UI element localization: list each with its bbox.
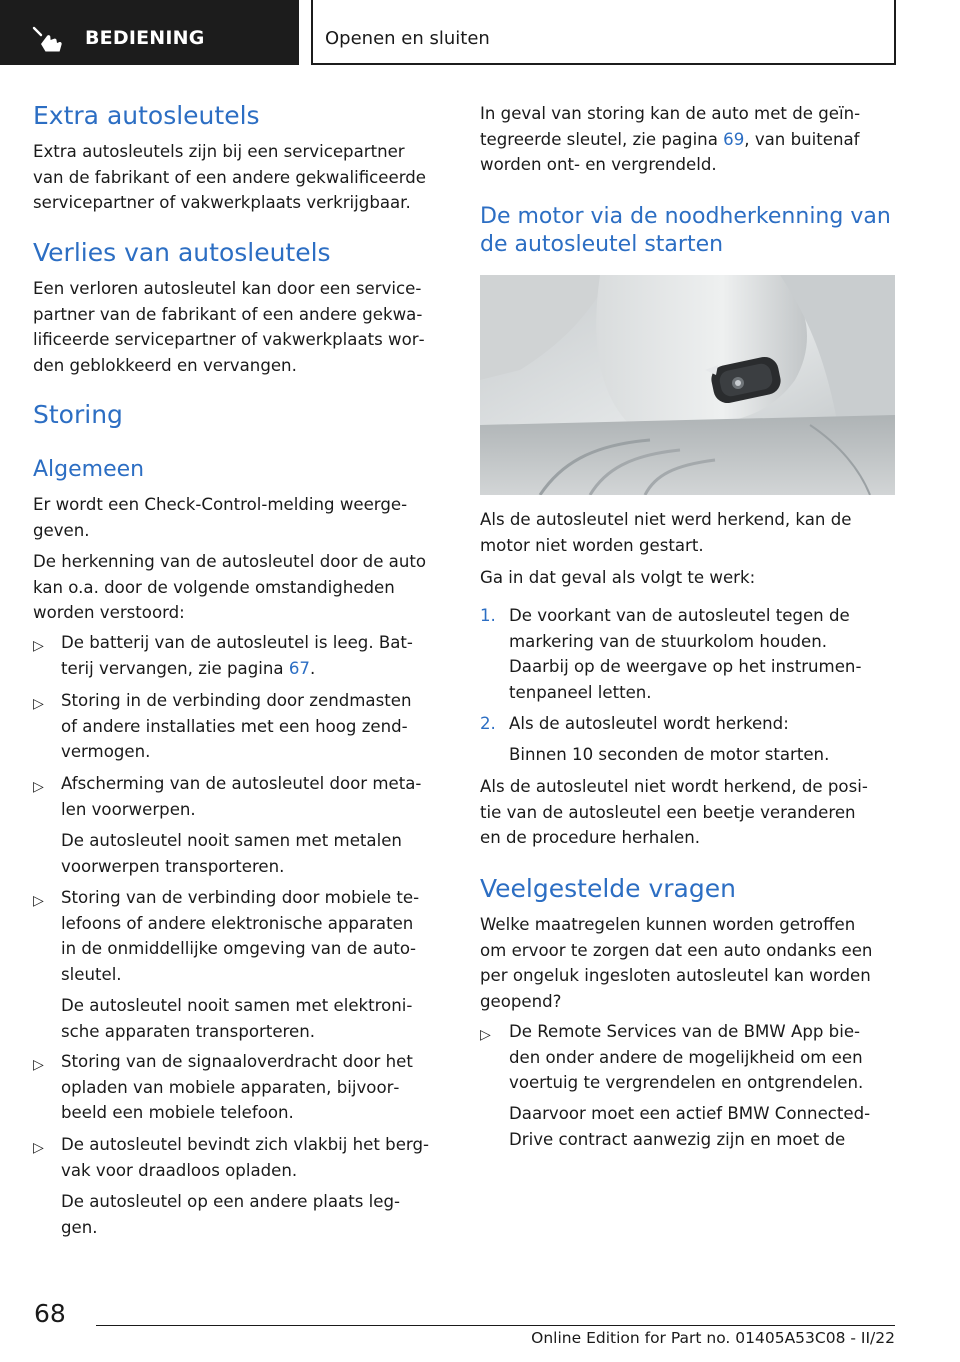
heading-general: Algemeen [33,457,145,482]
step-number: 2. [480,714,496,733]
step-number: 1. [480,606,496,625]
faq-question: Welke maatregelen kunnen worden getroffen om ervoor te zorgen dat een auto ondanks een per ongeluk ingesloten autosleutel kan worden geopend? [480,915,873,1011]
general-text-2: De herkenning van de autosleutel door de auto kan o.a. door de volgende omstandigheden worden verstoord: [33,552,427,622]
heading-emergency-start: De motor via de noodherkenning van de autosleutel starten [480,204,891,257]
general-text-1: Er wordt een Check-Control-melding weerge‐ geven. [33,495,408,540]
intro-text: In geval van storing kan de auto met de geïn‐ tegreerde sleutel, zie pagina 69, van buitenaf worden ont- en vergrendeld. [480,104,861,174]
bullet-marker: ▷ [33,893,44,909]
heading-faq: Veelgestelde vragen [480,874,736,903]
bullet-marker: ▷ [33,696,44,712]
lost-keys-text: Een verloren autosleutel kan door een service‐ partner van de fabrikant of een andere gekwa‐ lificeerde servicepartner of vakwerkplaats wor‐ den geblokkeerd en vervangen. [33,279,425,375]
header-chapter-title: Openen en sluiten [325,28,490,49]
bullet-note: De autosleutel nooit samen met metalen voorwerpen transporteren. [61,831,402,876]
heading-fault: Storing [33,400,123,429]
bullet-marker: ▷ [33,638,44,654]
bullet-marker: ▷ [480,1027,491,1043]
bullet-marker: ▷ [33,779,44,795]
step-note: Binnen 10 seconden de motor starten. [509,745,830,764]
heading-extra-keys: Extra autosleutels [33,101,260,130]
proceed-text: Ga in dat geval als volgt te werk: [480,568,756,587]
bullet-note: De autosleutel nooit samen met elektroni‐ sche apparaten transporteren. [61,996,413,1041]
steering-column-key-photo [480,275,895,495]
step-text: De voorkant van de autosleutel tegen de markering van de stuurkolom houden. Daarbij op de weergave op het instrumen‐ tenpaneel letten. [509,606,862,702]
bullet-item: Storing van de verbinding door mobiele te‐ lefoons of andere elektronische apparaten in de onmiddellijke omgeving van de auto‐ sleutel. [61,888,420,984]
extra-keys-text: Extra autosleutels zijn bij een servicepartner van de fabrikant of een andere gekwalificeerde servicepartner of vakwerkplaats verkrijgbaar. [33,142,426,212]
bullet-note: Daarvoor moet een actief BMW Connected‐ Drive contract aanwezig zijn en moet de [509,1104,871,1149]
bullet-item: De batterij van de autosleutel is leeg. Bat‐ terij vervangen, zie pagina 67. [61,633,413,678]
page-link-67[interactable]: 67 [288,658,310,678]
page-link-69[interactable]: 69 [723,129,745,149]
retry-text: Als de autosleutel niet wordt herkend, de posi‐ tie van de autosleutel een beetje veranderen en de procedure herhalen. [480,777,868,847]
hand-touch-icon [32,24,68,54]
heading-lost-keys: Verlies van autosleutels [33,238,331,267]
bullet-marker: ▷ [33,1140,44,1156]
bullet-marker: ▷ [33,1057,44,1073]
bullet-note: De autosleutel op een andere plaats leg‐ gen. [61,1192,400,1237]
bullet-item: De autosleutel bevindt zich vlakbij het berg‐ vak voor draadloos opladen. [61,1135,429,1180]
footer-divider [96,1325,895,1326]
not-recognized-text: Als de autosleutel niet werd herkend, kan de motor niet worden gestart. [480,510,852,555]
step-text: Als de autosleutel wordt herkend: [509,714,789,733]
footer-edition: Online Edition for Part no. 01405A53C08 - II/22 [531,1329,895,1347]
page-number: 68 [34,1299,66,1328]
bullet-item: De Remote Services van de BMW App bie‐ den onder andere de mogelijkheid om een voertuig te vergrendelen en ontgrendelen. [509,1022,864,1092]
bullet-item: Afscherming van de autosleutel door meta‐ len voorwerpen. [61,774,422,819]
header-section-title: BEDIENING [85,27,205,49]
bullet-item: Storing in de verbinding door zendmasten of andere installaties met een hoog zend‐ vermogen. [61,691,412,761]
bullet-item: Storing van de signaaloverdracht door het opladen van mobiele apparaten, bijvoor‐ beeld een mobiele telefoon. [61,1052,413,1122]
